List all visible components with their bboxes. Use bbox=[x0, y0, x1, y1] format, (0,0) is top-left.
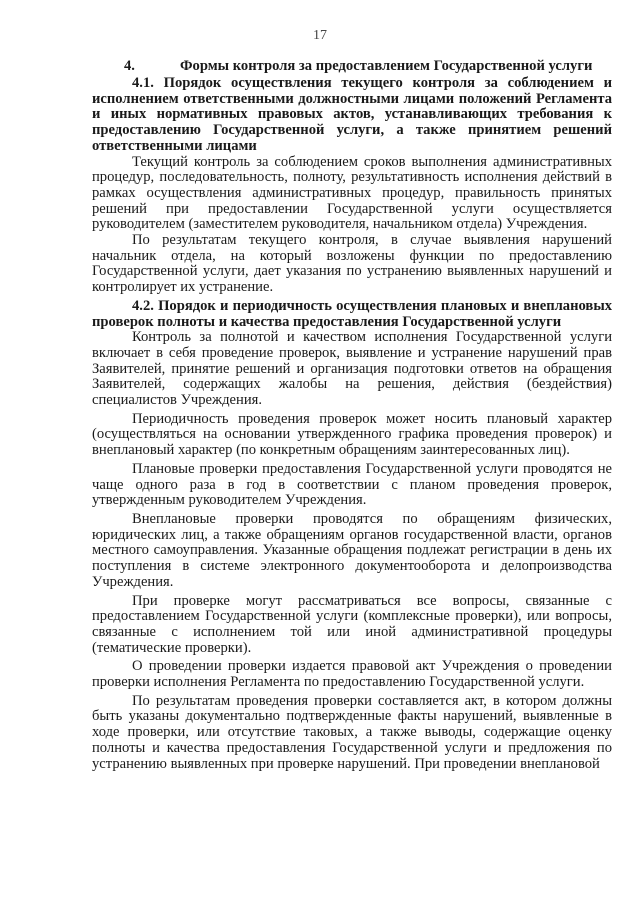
section-number: 4. bbox=[124, 58, 135, 74]
paragraph: Плановые проверки предоставления Государственной услуги проводятся не чаще одного раза в год в соответствии с планом проведения проверок, утвержденным руководителем Учреждения. bbox=[92, 460, 612, 509]
paragraph: Текущий контроль за соблюдением сроков выполнения административных процедур, последовательность, полноту, результативность исполнения действий в рамках осуществления административных процедур, правильность принятых решений при предоставлении Государственной услуги осуществляется руководителем (заместителем руководителя, начальником отдела) Учреждения. bbox=[92, 153, 612, 233]
subsection-number: 4.2. bbox=[132, 297, 154, 314]
subsection-title: Порядок и периодичность осуществления плановых и внеплановых проверок полноты и качества предоставления Государственной услуги bbox=[92, 297, 613, 330]
paragraph: По результатам текущего контроля, в случае выявления нарушений начальник отдела, на который возложены функции по предоставлению Государственной услуги, дает указания по устранению выявленных нарушений и контролирует их устранение. bbox=[92, 232, 612, 296]
subsection-heading-4-2 bbox=[92, 299, 612, 330]
paragraph: Внеплановые проверки проводятся по обращениям физических, юридических лиц, а также обращениям органов государственной власти, органов местного самоуправления. Указанные обращения подлежат регистрации в день их поступления в системе электронного документооборота и делопроизводства Учреждения. bbox=[92, 510, 612, 590]
paragraph: Периодичность проведения проверок может носить плановый характер (осуществляться на основании утвержденного графика проведения проверок) и внеплановый характер (по конкретным обращениям заинтересованных лиц). bbox=[92, 410, 612, 459]
section-title: Формы контроля за предоставлением Государственной услуги bbox=[180, 58, 593, 74]
subsection-heading-4-1 bbox=[92, 76, 612, 155]
paragraph: По результатам проведения проверки составляется акт, в котором должны быть указаны документально подтвержденные факты нарушений, выявленные в ходе проверки, или отсутствие таковых, а также выводы, содержащие оценку полноты и качества предоставления Государственной услуги и предложения по устранению выявленных при проверке нарушений. При проведении внеплановой bbox=[92, 692, 612, 772]
document-body bbox=[92, 58, 612, 772]
paragraph: При проверке могут рассматриваться все вопросы, связанные с предоставлением Государственной услуги (комплексные проверки), или вопросы, связанные с исполнением той или иной административной процедуры (тематические проверки). bbox=[92, 592, 612, 656]
paragraph: О проведении проверки издается правовой акт Учреждения о проведении проверки исполнения Регламента по предоставлению Государственной услуги. bbox=[92, 658, 612, 691]
subsection-number: 4.1. bbox=[132, 75, 154, 91]
paragraph: Контроль за полнотой и качеством исполнения Государственной услуги включает в себя проведение проверок, выявление и устранение нарушений прав Заявителей, принятие решений и организация подготовки ответов на обращения Заявителей, содержащих жалобы на решения, действия (бездействия) специалистов Учреждения. bbox=[92, 329, 612, 409]
page-number: 17 bbox=[313, 28, 327, 43]
section-heading bbox=[92, 58, 612, 74]
subsection-title: Порядок осуществления текущего контроля за соблюдением и исполнением ответственными должностными лицами положений Регламента и иных нормативных правовых актов, устанавливающих требования к предоставлению Государственной услуги, а также принятием решений ответственными лицами bbox=[92, 75, 612, 154]
